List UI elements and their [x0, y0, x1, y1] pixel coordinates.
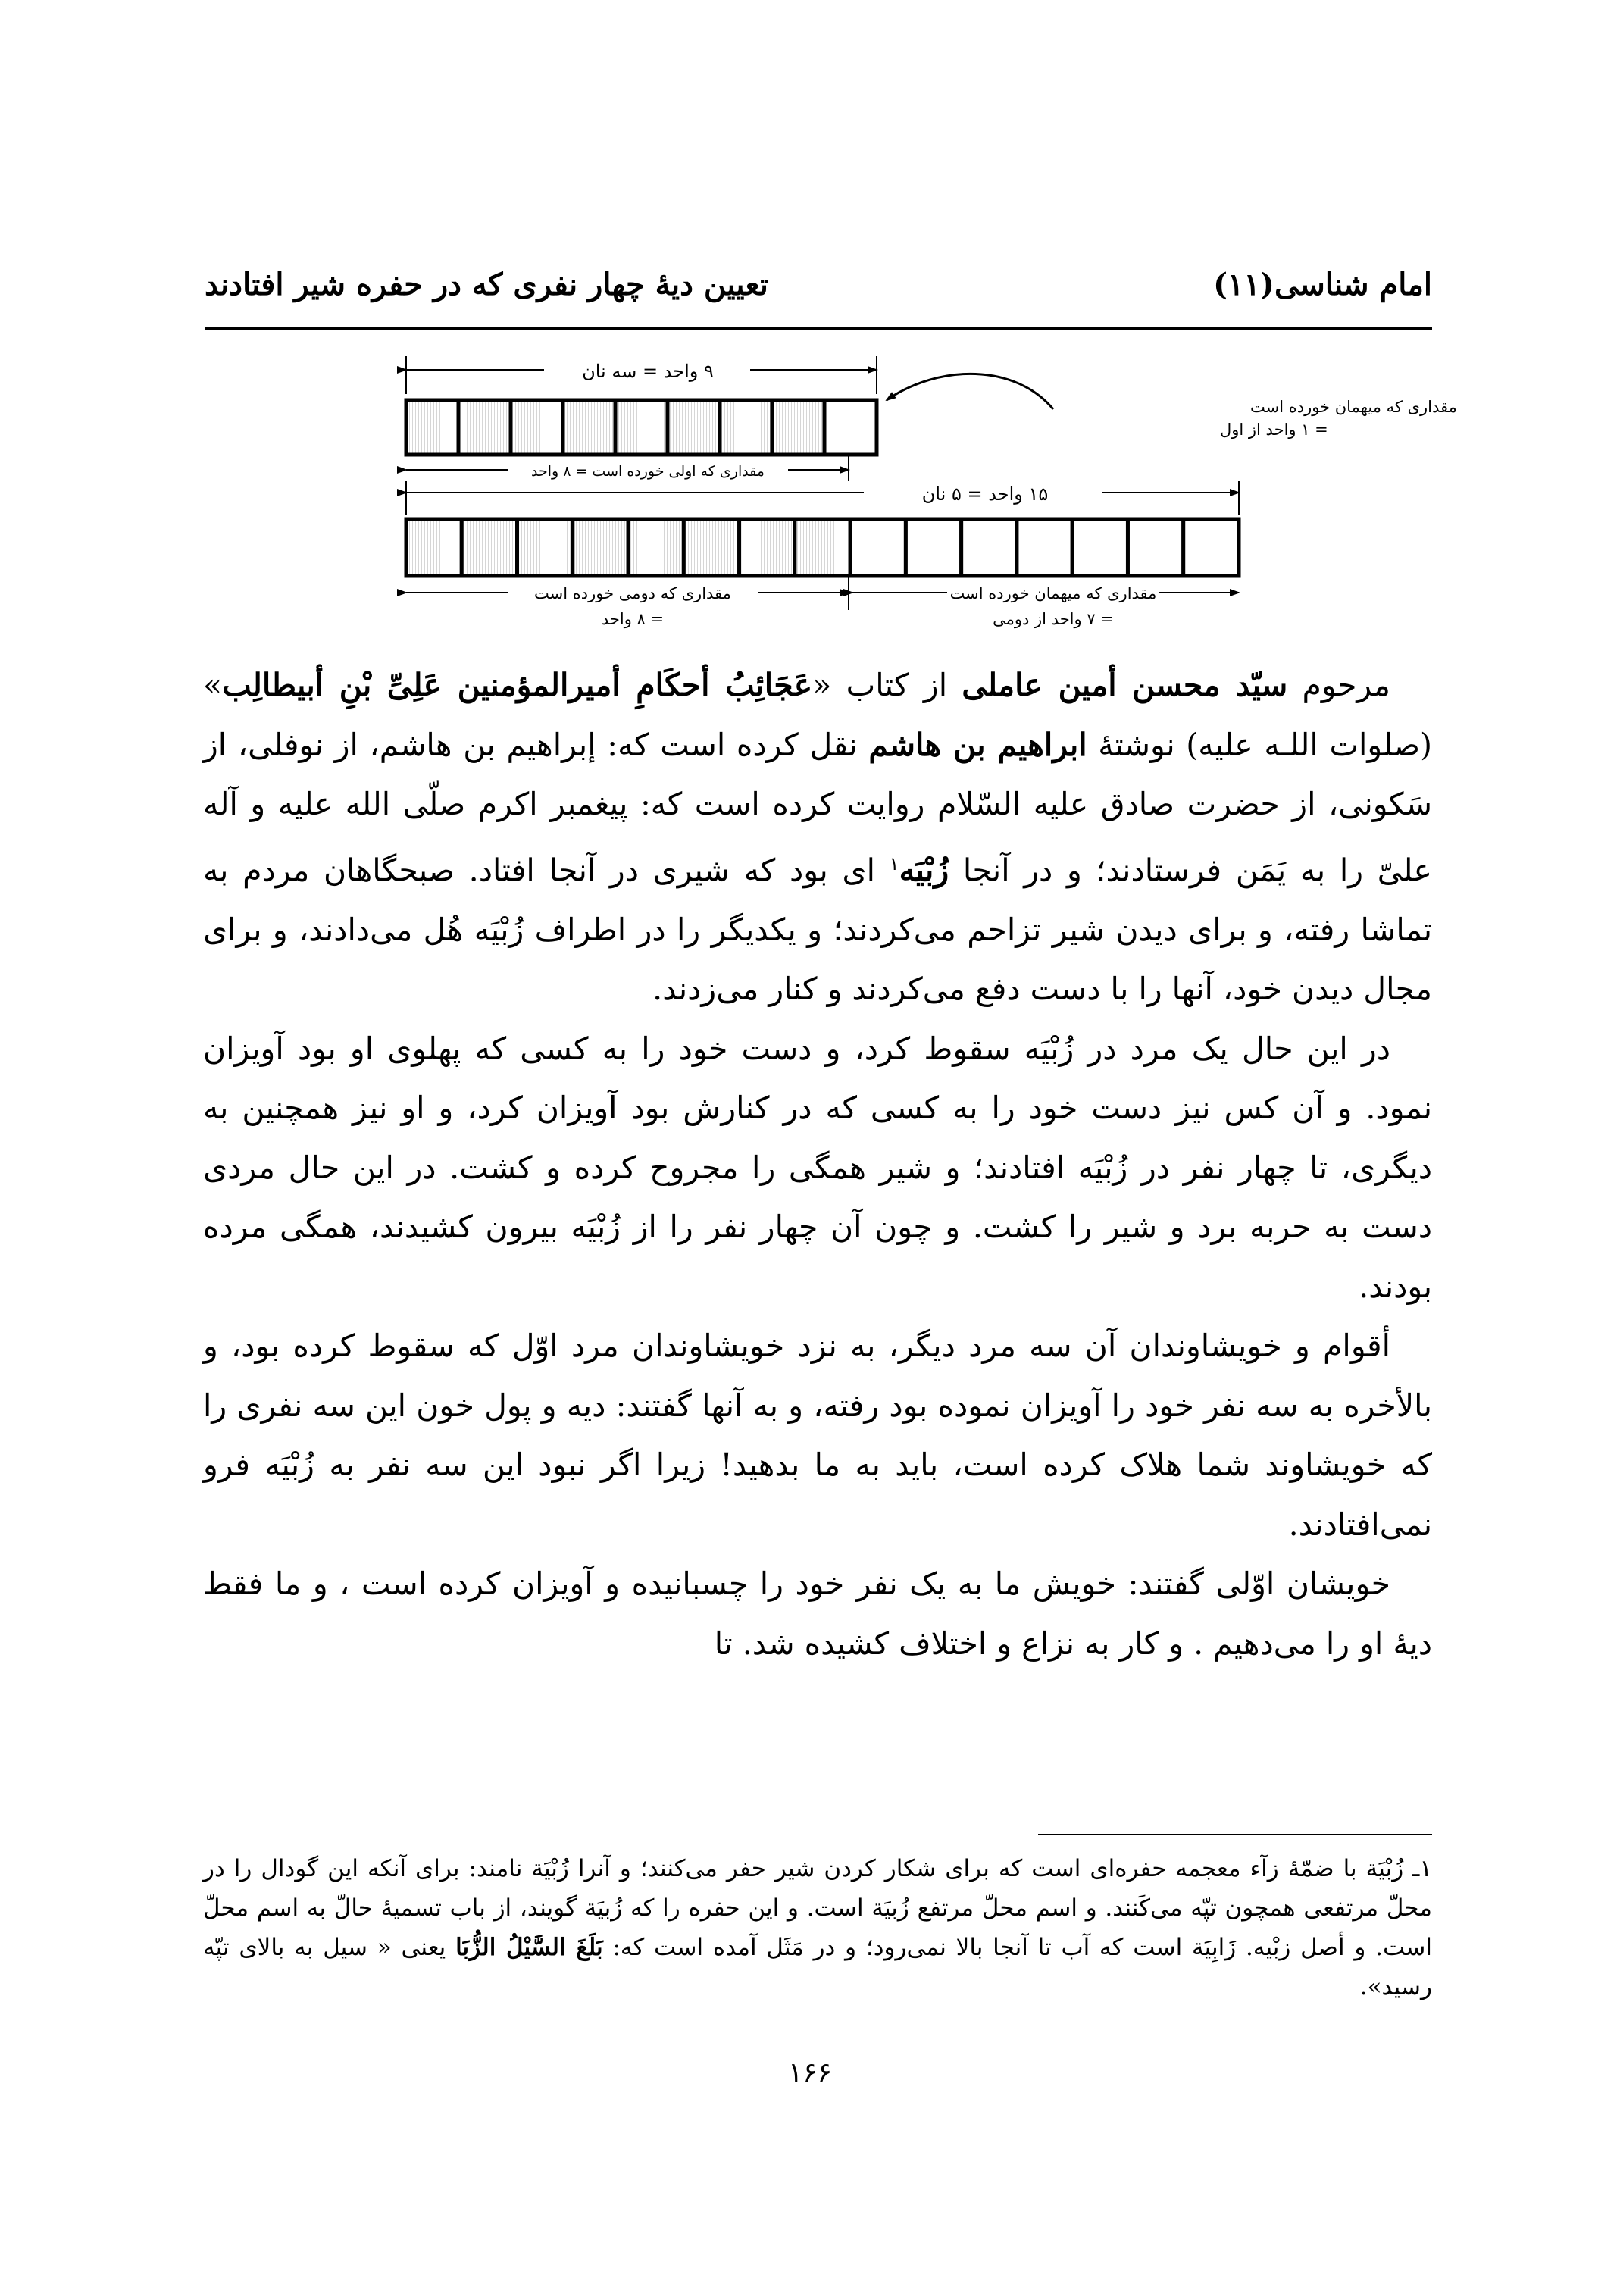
running-head [205, 267, 1432, 312]
bottom-left-label-line1: مقداری که دومی خورده است [534, 584, 731, 602]
zubyah-term: زُبْیَه [899, 852, 949, 889]
bottom-bar-cell [905, 519, 961, 576]
top-bar-cell [458, 400, 511, 455]
bottom-bar-cell [573, 519, 628, 576]
bottom-bar-cell [1184, 519, 1239, 576]
paragraph-4: خویشان اوّلی گفتند: خویش ما به یک نفر خود را چسبانیده و آویزان کرده است ، و ما فقط دیهٔ او را می‌دهیم . و کار به نزاع و اختلاف کشیده شد. تا [203, 1566, 1432, 1662]
units-diagram [394, 349, 1457, 644]
top-bar-cell [668, 400, 720, 455]
author-name: سیّد محسن أمین عاملی [962, 667, 1288, 703]
bottom-left-label-line2: = ۸ واحد [601, 610, 665, 628]
footnote-1: ۱ـ زُبْیَة با ضمّهٔ زآء معجمه حفره‌ای است که برای شکار کردن شیر حفر می‌کنند؛ و آنرا زُبْیَة نامند: برای آنکه این گودال را در محلّ مرتفعی همچون تپّه می‌کَنند. و اسم محلّ مرتفع زُبیَة است. و این حفره را که زُبیَة گویند، از باب تسمیهٔ حالّ به اسم محلّ است. و أصل زبْیه. زَابِیَة است که آب تا آنجا بالا نمی‌رود؛ و در مَثَل آمده است که: بَلَغَ السَّیْلُ الزُّبَا یعنی « سیل به بالای تپّه رسید». [203, 1855, 1432, 2000]
section-title: تعیین دیهٔ چهار نفری که در حفره شیر افتادند [205, 267, 768, 302]
header-rule [205, 327, 1432, 330]
main-text [203, 655, 1432, 1673]
bottom-bar-cell [683, 519, 739, 576]
footnotes [203, 1849, 1432, 2007]
bottom-right-label-line2: = ۷ واحد از دومی [993, 610, 1114, 628]
narrator-name: ابراهیم بن هاشم [868, 726, 1087, 763]
paragraph-3: أقوام و خویشاوندان آن سه مرد دیگر، به نزد خویشاوندان مرد اوّل که سقوط کرده بود، و بالأخره به سه نفر خود را آویزان نموده بود رفته، و به آنها گفتند: دیه و پول خون این سه نفری را که خویشاوند شما هلاک کرده است، باید به ما بدهید! زیرا اگر نبود این سه نفر به زُبْیَه فرو نمی‌افتادند. [203, 1328, 1432, 1543]
top-bar-cell [824, 400, 877, 455]
top-bar-cell [772, 400, 824, 455]
top-bar-cell [406, 400, 458, 455]
footnote-marker: ۱ [889, 852, 899, 874]
top-bar-cell [615, 400, 668, 455]
paragraph-1: مرحوم سیّد محسن أمین عاملی از کتاب «عَجَائِبُ أحکَامِ أمیرالمؤمنین عَلِیِّ بْنِ أبیطالِب» (صلوات اللـه علیه) نوشتهٔ ابراهیم بن هاشم نقل کرده است که: إبراهیم بن هاشم، از نوفلی، از سَکونی، از حضرت صادق علیه السّلام روایت کرده است که: پیغمبر اکرم صلّی الله علیه و آله علیّ را به یَمَن فرستادند؛ و در آنجا زُبْیَه$^۱$ ای بود که شیری در آنجا افتاد. صبحگاهان مردم به تماشا رفته، و برای دیدن شیر تزاحم می‌کردند؛ و یکدیگر را در اطراف زُبْیَه هُل می‌دادند، و برای مجال دیدن خود، آنها را با دست دفع می‌کردند و کنار می‌زدند. [203, 667, 1432, 1008]
top-bar-cell [511, 400, 563, 455]
bottom-bar-cell [1127, 519, 1183, 576]
bottom-bar-cell [518, 519, 573, 576]
bottom-bar-cell [1072, 519, 1127, 576]
bottom-bar-cell [962, 519, 1017, 576]
bottom-bar-cell [1017, 519, 1072, 576]
top-bar-cell [720, 400, 772, 455]
bottom-right-label-line1: مقداری که میهمان خورده است [949, 584, 1157, 602]
paragraph-2: در این حال یک مرد در زُبْیَه سقوط کرد، و دست خود را به کسی که پهلوی او بود آویزان نمود. و آن کس نیز دست خود را به کسی که در کنارش بود آویزان کرد، و او نیز همچنین به دیگری، تا چهار نفر در زُبْیَه افتادند؛ و شیر همگی را مجروح کرده و کشت. در این حال مردی دست به حربه برد و شیر را کشت. و چون آن چهار نفر را از زُبْیَه بیرون کشیدند، همگی مرده بودند. [203, 1030, 1432, 1305]
guest-note-line2: = ۱ واحد از اول [1220, 421, 1328, 439]
top-bar-under-label: مقداری که اولی خورده است = ۸ واحد [530, 463, 765, 480]
guest-curved-arrow [887, 374, 1053, 409]
guest-note-line1: مقداری که میهمان خورده است [1250, 398, 1457, 416]
top-bar-label: ۹ واحد = سه نان [582, 361, 714, 382]
proverb: بَلَغَ السَّیْلُ الزُّبَا [455, 1934, 603, 1961]
bottom-bar-cell [795, 519, 850, 576]
page-number: ۱۶۶ [787, 2057, 832, 2088]
bottom-bar [406, 519, 1239, 576]
bottom-bar-cell [850, 519, 905, 576]
top-bar [406, 400, 877, 455]
bottom-bar-cell [461, 519, 517, 576]
bottom-bar-cell [740, 519, 795, 576]
footnote-rule [1038, 1834, 1432, 1835]
book-title: امام شناسی(۱۱) [1213, 267, 1432, 302]
top-bar-cell [563, 400, 615, 455]
bottom-bar-cell [406, 519, 461, 576]
bottom-bar-label: ۱۵ واحد = ۵ نان [921, 483, 1049, 505]
book-name: عَجَائِبُ أحکَامِ أمیرالمؤمنین عَلِیِّ بْنِ أبیطالِب [222, 667, 813, 703]
bottom-bar-cell [628, 519, 683, 576]
